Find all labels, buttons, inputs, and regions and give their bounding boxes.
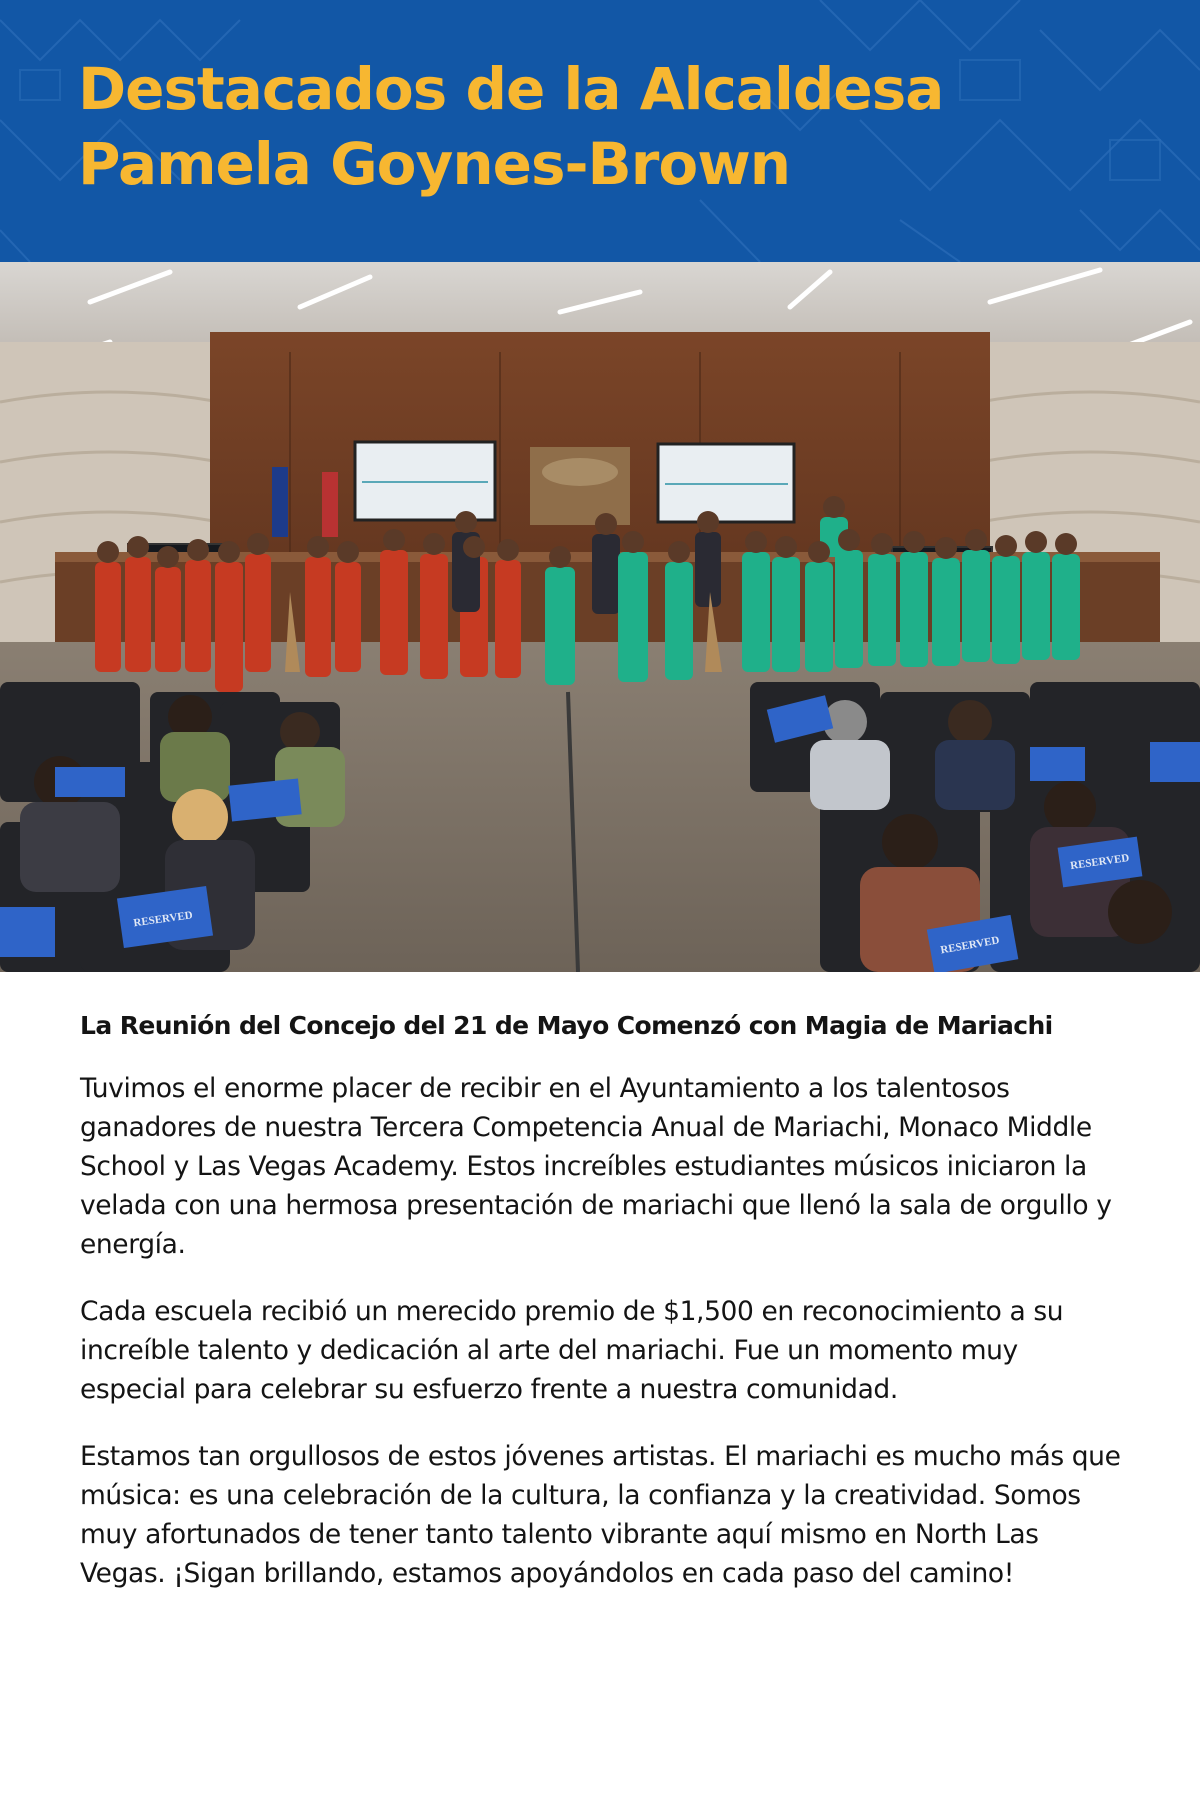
reserved-text-1: RESERVED xyxy=(132,909,194,930)
article-paragraph-3: Estamos tan orgullosos de estos jóvenes artistas. El mariachi es mucho más que música: es una celebración de la cultura, la confianza y la creatividad. Somos muy afortunados de tener tanto talento vibrante aquí mismo en North Las Vegas. ¡Sigan brillando, estamos apoyándolos en cada paso del camino! xyxy=(80,1440,1121,1589)
article-paragraph-1: Tuvimos el enorme placer de recibir en el Ayuntamiento a los talentosos ganadores de nuestra Tercera Competencia Anual de Mariachi, Monaco Middle School y Las Vegas Academy. Estos increíbles estudiantes músicos iniciaron la velada con una hermosa presentación de mariachi que llenó la sala de orgullo y energía. xyxy=(80,1072,1112,1260)
reserved-text-3: RESERVED xyxy=(939,934,1001,957)
council-chamber-photo xyxy=(0,262,1200,972)
reserved-text-2: RESERVED xyxy=(1069,851,1131,873)
photo-illustration xyxy=(0,262,1200,972)
article-headline: La Reunión del Concejo del 21 de Mayo Comenzó con Magia de Mariachi xyxy=(80,1011,1053,1040)
article-paragraph-2: Cada escuela recibió un merecido premio de $1,500 en reconocimiento a su increíble talento y dedicación al arte del mariachi. Fue un momento muy especial para celebrar su esfuerzo frente a nuestra comunidad. xyxy=(80,1295,1064,1405)
title-line-1: Destacados de la Alcaldesa xyxy=(78,55,944,123)
title-line-2: Pamela Goynes-Brown xyxy=(78,130,791,199)
header-banner xyxy=(0,0,1200,262)
page-title xyxy=(78,52,943,203)
article xyxy=(80,1010,1130,1621)
